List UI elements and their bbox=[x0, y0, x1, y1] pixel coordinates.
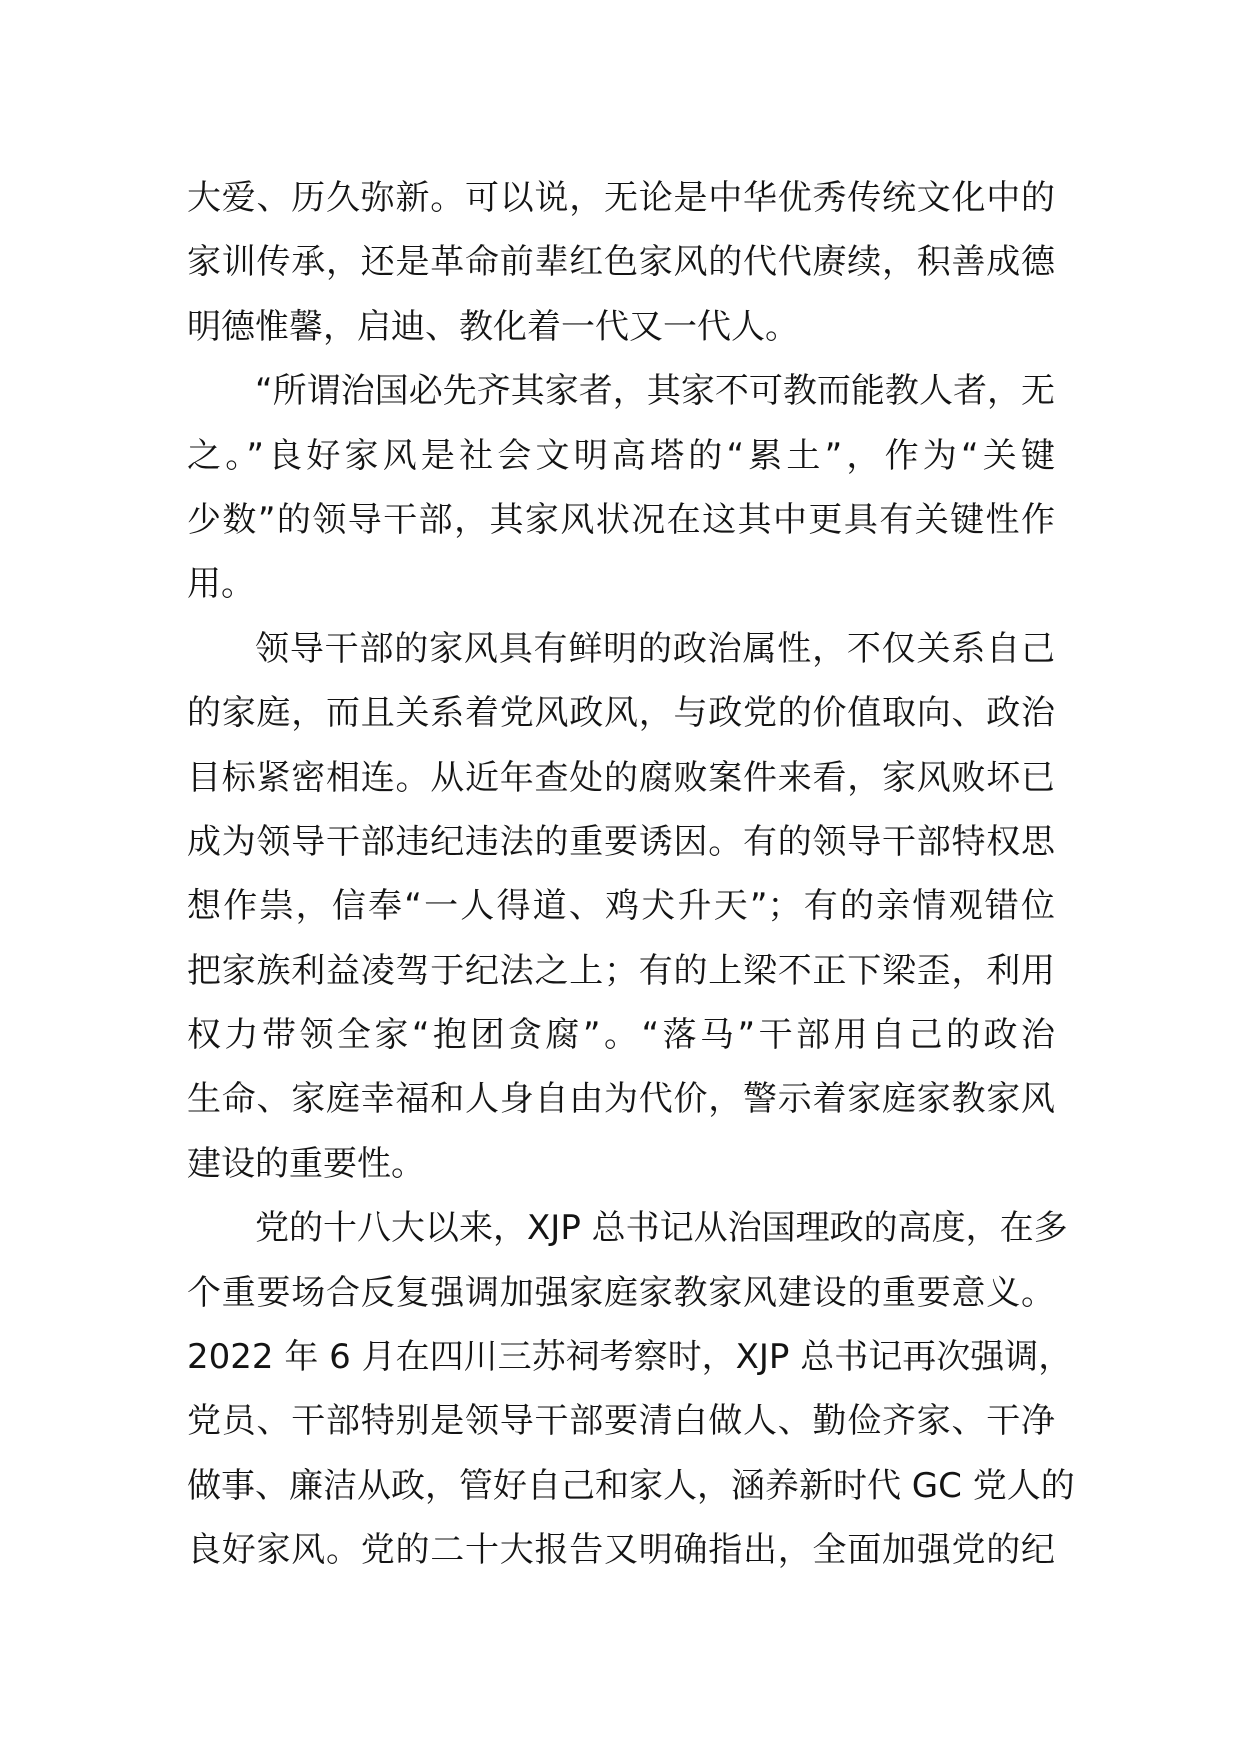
text-line: 明德惟馨，启迪、教化着一代又一代人。 bbox=[187, 306, 799, 347]
text-line: 生命、家庭幸福和人身自由为代价，警示着家庭家教家风 bbox=[187, 1079, 1055, 1120]
text-line: 目标紧密相连。从近年查处的腐败案件来看，家风败坏已 bbox=[187, 757, 1055, 798]
text-line: 2022 年 6 月在四川三苏祠考察时，XJP 总书记再次强调， bbox=[187, 1337, 1073, 1378]
text-line: 领导干部的家风具有鲜明的政治属性，不仅关系自己 bbox=[255, 628, 1055, 669]
text-line: 党的十八大以来，XJP 总书记从治国理政的高度，在多 bbox=[255, 1208, 1068, 1249]
text-line: 权力带领全家“抱团贪腐”。“落马”干部用自己的政治 bbox=[187, 1015, 1055, 1056]
text-line: 党员、干部特别是领导干部要清白做人、勤俭齐家、干净 bbox=[187, 1401, 1055, 1442]
paragraph-4 bbox=[187, 1196, 1075, 1582]
text-line: 做事、廉洁从政，管好自己和家人，涵养新时代 GC 党人的 bbox=[187, 1465, 1075, 1506]
text-line: 良好家风。党的二十大报告又明确指出，全面加强党的纪 bbox=[187, 1530, 1055, 1571]
text-line: 把家族利益凌驾于纪法之上；有的上梁不正下梁歪，利用 bbox=[187, 950, 1055, 991]
text-line: 之。”良好家风是社会文明高塔的“累土”，作为“关键 bbox=[187, 435, 1055, 476]
text-line: 的家庭，而且关系着党风政风，与政党的价值取向、政治 bbox=[187, 693, 1055, 734]
text-line: 成为领导干部违纪违法的重要诱因。有的领导干部特权思 bbox=[187, 821, 1055, 862]
text-line: 大爱、历久弥新。可以说，无论是中华优秀传统文化中的 bbox=[187, 178, 1055, 218]
text-line: 家训传承，还是革命前辈红色家风的代代赓续，积善成德 bbox=[187, 242, 1055, 283]
paragraph-1 bbox=[187, 166, 1055, 359]
text-line: 建设的重要性。 bbox=[187, 1143, 425, 1184]
paragraph-3 bbox=[187, 617, 1055, 1197]
text-line: 想作祟，信奉“一人得道、鸡犬升天”；有的亲情观错位 bbox=[187, 886, 1055, 927]
text-line: 用。 bbox=[187, 564, 255, 605]
text-line: 个重要场合反复强调加强家庭家教家风建设的重要意义。 bbox=[187, 1272, 1055, 1313]
text-line: “所谓治国必先齐其家者，其家不可教而能教人者，无 bbox=[255, 371, 1055, 412]
paragraph-2 bbox=[187, 359, 1055, 617]
document-page bbox=[187, 166, 1075, 1583]
text-line: 少数”的领导干部，其家风状况在这其中更具有关键性作 bbox=[187, 499, 1055, 540]
